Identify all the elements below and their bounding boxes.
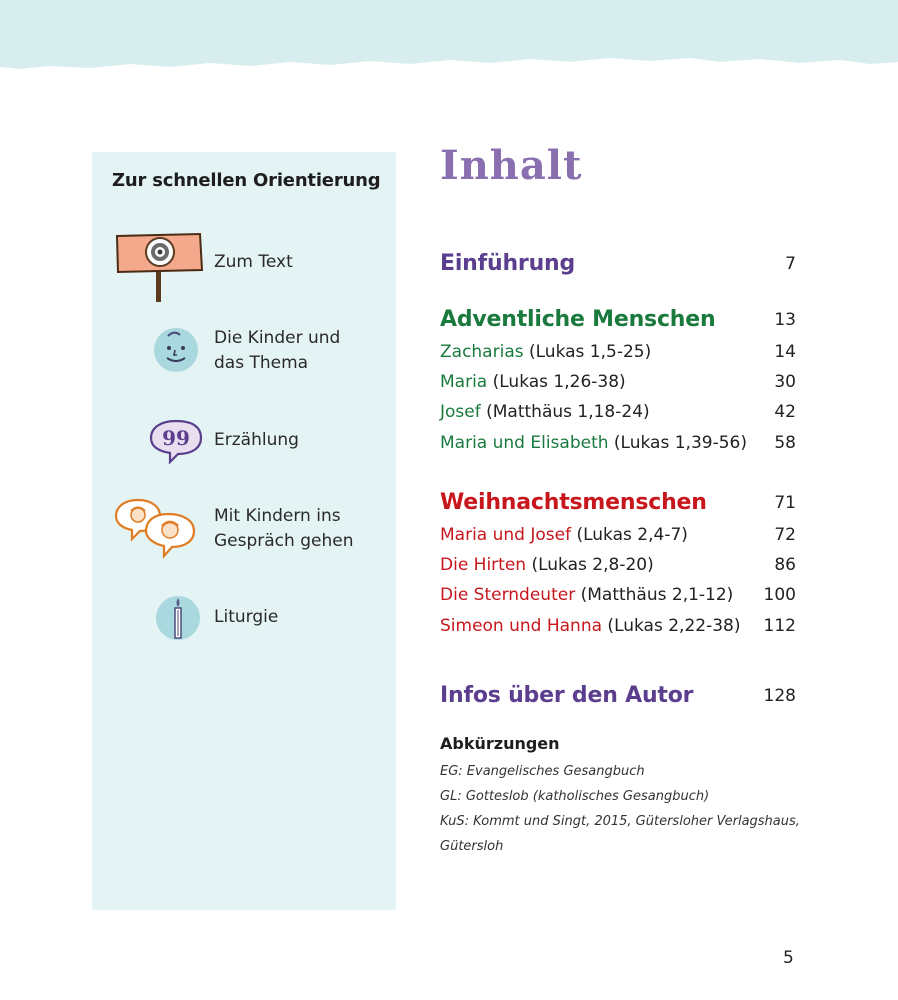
toc-section-weihnachtsmenschen[interactable] [440,485,796,515]
top-decorative-band [0,0,898,74]
toc-entry[interactable] [440,425,796,455]
signpost-target-icon [114,228,204,304]
toc-entry[interactable] [440,334,796,364]
page-number: 5 [783,948,794,968]
toc-entry-name: Maria und Josef [440,525,572,545]
legend-label-liturgie [214,605,278,630]
toc-entry-reference: (Lukas 1,39-56) [608,433,747,453]
toc-page-number: 128 [763,686,796,706]
toc-page-number: 112 [763,616,796,636]
toc-entry[interactable] [440,547,796,577]
children-speech-bubbles-icon [114,498,206,560]
toc-entry-reference: (Lukas 1,26-38) [487,372,626,392]
legend-label-line: Gespräch gehen [214,531,354,551]
toc-page-number: 100 [763,585,796,605]
child-face-icon [152,326,200,374]
toc-entry-name: Zacharias [440,342,524,362]
toc-page-number: 72 [774,525,796,545]
quote-bubble-icon [148,418,204,464]
toc-page-number: 30 [774,372,796,392]
candle-icon [154,594,202,642]
toc-title: Inhalt [440,142,583,189]
legend-label-line: Zum Text [214,252,293,272]
toc-entry[interactable] [440,577,796,607]
toc-section-infos-autor[interactable] [440,678,796,708]
toc-entry-reference: (Lukas 2,8-20) [526,555,654,575]
toc-page-number: 71 [774,493,796,513]
toc-entry-reference: (Lukas 2,22-38) [602,616,741,636]
toc-page-number: 14 [774,342,796,362]
abbreviation-line: EG: Evangelisches Gesangbuch [440,764,645,779]
abbreviation-line: Gütersloh [440,839,504,854]
toc-entry-name: Maria [440,372,488,392]
toc-page-number: 7 [785,254,796,274]
toc-entry-reference: (Lukas 1,5-25) [523,342,652,362]
svg-text:99: 99 [162,426,190,450]
toc-entry[interactable] [440,517,796,547]
toc-entry[interactable] [440,364,796,394]
toc-entry-name: Die Hirten [440,555,527,575]
toc-page-number: 42 [774,402,796,422]
toc-entry-name: Josef [440,402,481,422]
toc-entry-name: Simeon und Hanna [440,616,603,636]
toc-section-title: Weihnachtsmenschen [440,490,707,515]
toc-section-title: Adventliche Menschen [440,307,716,332]
toc-page-number: 13 [774,310,796,330]
toc-entry-reference: (Matthäus 1,18-24) [480,402,650,422]
toc-entry[interactable] [440,394,796,424]
toc-page-number: 58 [774,433,796,453]
toc-page-number: 86 [774,555,796,575]
abbreviation-line: GL: Gotteslob (katholisches Gesangbuch) [440,789,710,804]
legend-label-gespraech [214,504,353,554]
toc-entry[interactable] [440,608,796,638]
toc-entry-name: Maria und Elisabeth [440,433,609,453]
toc-entry-reference: (Matthäus 2,1-12) [575,585,734,605]
orientation-sidebar [92,152,396,910]
abbreviation-line: KuS: Kommt und Singt, 2015, Gütersloher Verlagshaus, [440,814,800,829]
toc-section-title: Infos über den Autor [440,683,694,708]
toc-section-einfuehrung[interactable] [440,246,796,276]
toc-entry-name: Die Sterndeuter [440,585,576,605]
legend-label-erzaehlung [214,428,299,453]
legend-label-line: Die Kinder und [214,328,341,348]
toc-entry-reference: (Lukas 2,4-7) [571,525,688,545]
legend-label-line: Liturgie [214,607,279,627]
abbreviations-title: Abkürzungen [440,734,560,753]
toc-section-title: Einführung [440,251,576,276]
legend-label-kinder-thema [214,326,340,376]
legend-label-line: Mit Kindern ins [214,506,341,526]
legend-label-line: das Thema [214,353,309,373]
legend-label-zum-text [214,250,293,275]
toc-section-adventliche-menschen[interactable] [440,302,796,332]
sidebar-title: Zur schnellen Orientierung [112,170,381,191]
legend-label-line: Erzählung [214,430,299,450]
